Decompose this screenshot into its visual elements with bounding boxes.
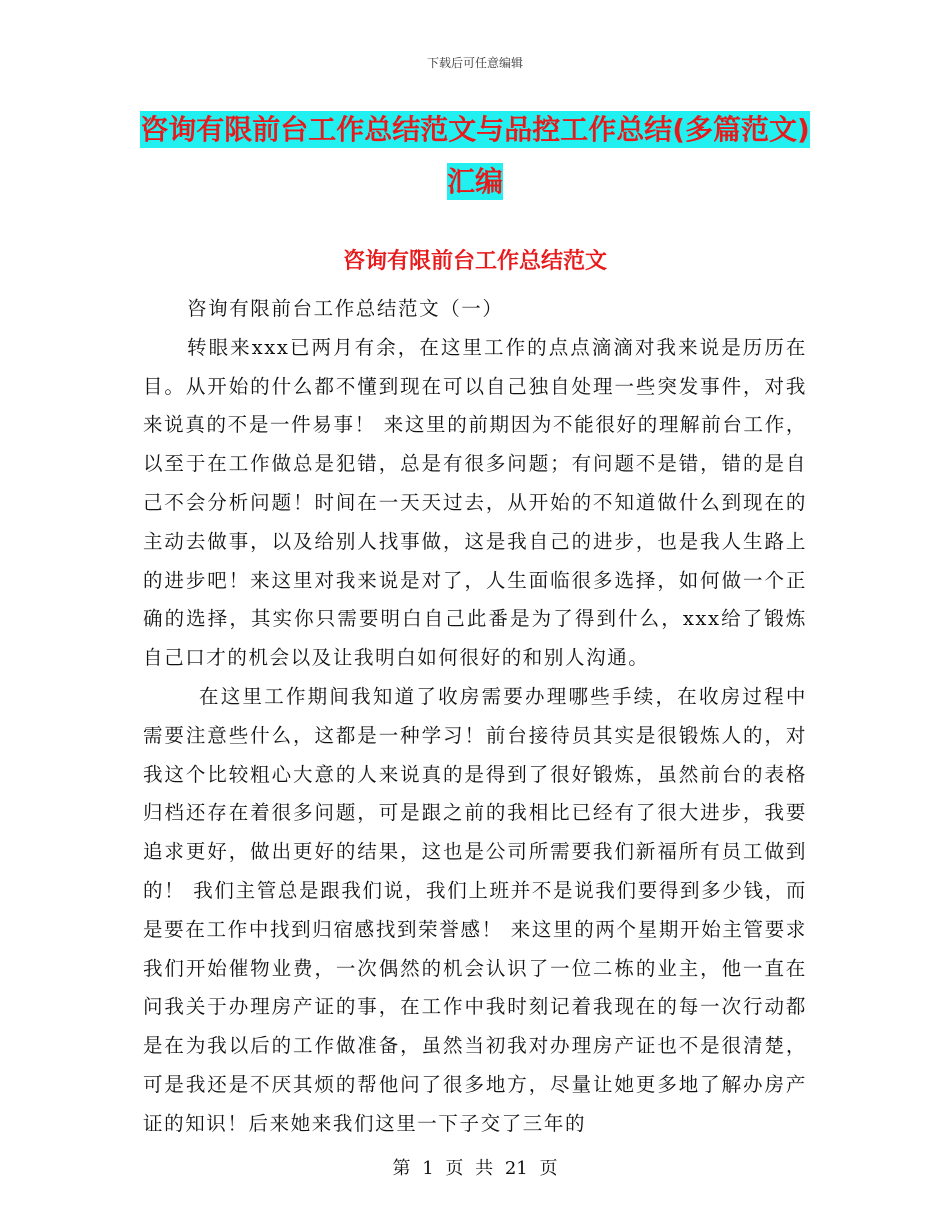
section-title: 咨询有限前台工作总结范文 — [342, 249, 607, 274]
page-header-note: 下载后可任意编辑 — [426, 56, 523, 70]
paragraph-2: 在这里工作期间我知道了收房需要办理哪些手续，在收房过程中需要注意些什么，这都是一种学习！前台接待员其实是很锻炼人的，对我这个比较粗心大意的人来说真的是得到了很好锻炼，虽然前台的表格归档还存在着很多问题，可是跟之前的我相比已经有了很大进步，我要追求更好，做出更好的结果，这也是公司所需要我们新福所有员工做到的！ 我们主管总是跟我们说，我们上班并不是说我们要得到多少钱，而是要在工作中找到归宿感找到荣誉感！ 来这里的两个星期开始主管要求我们开始催物业费，一次偶然的机会认识了一位二栋的业主，他一直在问我关于办理房产证的事，在工作中我时刻记着我现在的每一次行动都是在为我以后的工作做准备，虽然当初我对办理房产证也不是很清楚，可是我还是不厌其烦的帮他问了很多地方，尽量让她更多地了解办房产证的知识！后来她来我们这里一下子交了三年的 — [143, 684, 807, 1135]
document-body — [143, 290, 807, 1144]
subheading: 咨询有限前台工作总结范文（一） — [187, 297, 504, 320]
paragraph-1: 转眼来xxx已两月有余，在这里工作的点点滴滴对我来说是历历在目。从开始的什么都不懂到现在可以自己独自处理一些突发事件，对我来说真的不是一件易事！ 来这里的前期因为不能很好的理解前台工作，以至于在工作做总是犯错，总是有很多问题；有问题不是错，错的是自己不会分析问题！时间在一天天过去，从开始的不知道做什么到现在的主动去做事，以及给别人找事做，这是我自己的进步，也是我人生路上的进步吧！来这里对我来说是对了，人生面临很多选择，如何做一个正确的选择，其实你只需要明白自己此番是为了得到什么，xxx给了锻炼自己口才的机会以及让我明白如何很好的和别人沟通。 — [143, 335, 807, 670]
page-number: 第 1 页 共 21 页 — [392, 1158, 558, 1179]
document-title-text: 咨询有限前台工作总结范文与品控工作总结(多篇范文)汇编 — [140, 113, 810, 198]
document-title — [140, 104, 810, 208]
